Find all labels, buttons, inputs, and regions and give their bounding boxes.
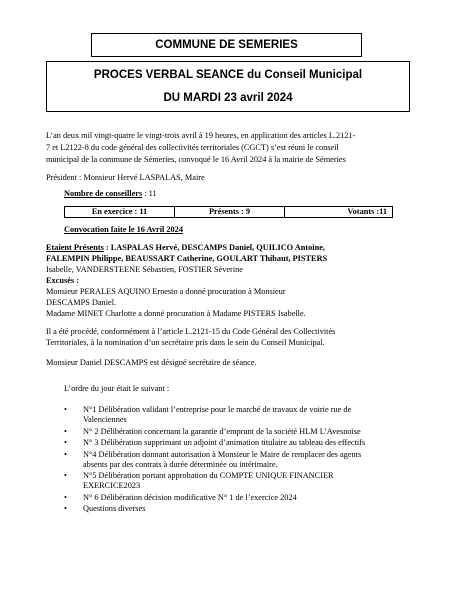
counts-total: : 11 <box>142 189 157 198</box>
president-line: Président : Monsieur Hervé LASPALAS, Maire <box>46 173 205 182</box>
intro-line-1: L’an deux mil vingt-quatre le vingt-trois avril à 19 heures, en application des articles L.2121- <box>46 131 356 140</box>
bullet-icon: • <box>64 426 67 436</box>
presents-line-1 <box>46 243 325 253</box>
agenda-item <box>64 450 394 470</box>
presents-line-3: Isabelle, VANDERSTEENE Sébastien, FOSTIER Séverine <box>46 265 243 274</box>
agenda-item-text: N° 6 Délibération décision modificative N° 1 de l’exercice 2024 <box>83 492 297 502</box>
commune-header-box <box>91 33 362 57</box>
title-box <box>46 61 410 112</box>
excuses-label: Excusés : <box>46 276 79 285</box>
bullet-icon: • <box>64 438 67 447</box>
counts-table <box>64 206 393 218</box>
agenda-item-text: N°5 Délibération portant approbation du COMPTE UNIQUE FINANCIER <box>83 471 334 480</box>
bullet-icon: • <box>64 405 67 414</box>
agenda-item <box>64 471 394 491</box>
secretary-line: Monsieur Daniel DESCAMPS est désigné secrétaire de séance. <box>46 358 257 367</box>
session-date: DU MARDI 23 avril 2024 <box>163 92 293 104</box>
agenda-item-text: N°4 Délibération donnant autorisation à Monsieur le Maire de remplacer des agents <box>83 449 362 459</box>
bullet-icon: • <box>64 504 67 513</box>
bullet-icon: • <box>64 471 67 480</box>
counts-heading <box>64 189 157 199</box>
agenda-item <box>64 493 394 503</box>
agenda-item <box>64 405 394 425</box>
agenda-item-text: N°1 Délibération validant l’entreprise pour le marché de travaux de voirie rue de <box>83 405 352 414</box>
presents-names-1: : LASPALAS Hervé, DESCAMPS Daniel, QUILICO Antoine, <box>103 243 325 252</box>
intro-line-3: municipal de la commune de Sémeries, convoqué le 16 Avril 2024 à la mairie de Sémeries <box>46 155 346 164</box>
intro-line-2: 7 et L2122-8 du code général des collectivités territoriales (CGCT) s’est réuni le conseil <box>46 143 339 152</box>
commune-name: COMMUNE DE SEMERIES <box>155 39 298 51</box>
bullet-icon: • <box>64 492 67 502</box>
counts-label: Nombre de conseillers <box>64 189 143 198</box>
procedure-line-2: Territoriales, à la nomination d’un secrétaire pris dans le sein du Conseil Municipal. <box>46 338 325 347</box>
count-presents: Présents : 9 <box>175 207 285 217</box>
excuses-line-3: Madame MINET Charlotte a donné procuration à Madame PISTERS Isabelle. <box>46 309 306 318</box>
document-title: PROCES VERBAL SEANCE du Conseil Municipal <box>93 69 363 81</box>
presents-label: Etaient Présents <box>46 243 104 252</box>
excuses-line-1: Monsieur PERALES AQUINO Ernesto a donné procuration à Monsieur <box>46 287 286 296</box>
count-en-exercice: En exercice : 11 <box>65 207 175 217</box>
count-votants: Votants :11 <box>347 207 387 216</box>
procedure-line-1: Il a été procédé, conformément à l’article L.2121-15 du Code Général des Collectivités <box>46 327 336 336</box>
convocation-date: Convocation faite le 16 Avril 2024 <box>64 225 183 234</box>
excuses-line-2: DESCAMPS Daniel. <box>46 298 117 307</box>
agenda-intro: L’ordre du jour était le suivant : <box>64 384 170 393</box>
presents-line-2: FALEMPIN Philippe, BEAUSSART Catherine, GOULART Thibaut, PISTERS <box>46 254 328 263</box>
agenda-item <box>64 504 394 514</box>
agenda-item <box>64 438 394 448</box>
agenda-item-text-cont: Valenciennes <box>83 415 127 424</box>
agenda-item <box>64 427 394 437</box>
agenda-item-text: N° 2 Délibération concernant la garantie d’emprunt de la société HLM L’Avesnoise <box>83 426 361 436</box>
bullet-icon: • <box>64 449 67 459</box>
agenda-item-text-cont: EXERCICE2023 <box>83 481 141 490</box>
agenda-list <box>64 405 394 516</box>
agenda-item-text: N° 3 Délibération supprimant un adjoint d’animation titulaire au tableau des effectifs <box>83 438 366 447</box>
agenda-item-text-cont: absents par des contrats à durée déterminée ou intérimaire. <box>83 459 278 469</box>
agenda-item-text: Questions diverses <box>83 504 146 513</box>
